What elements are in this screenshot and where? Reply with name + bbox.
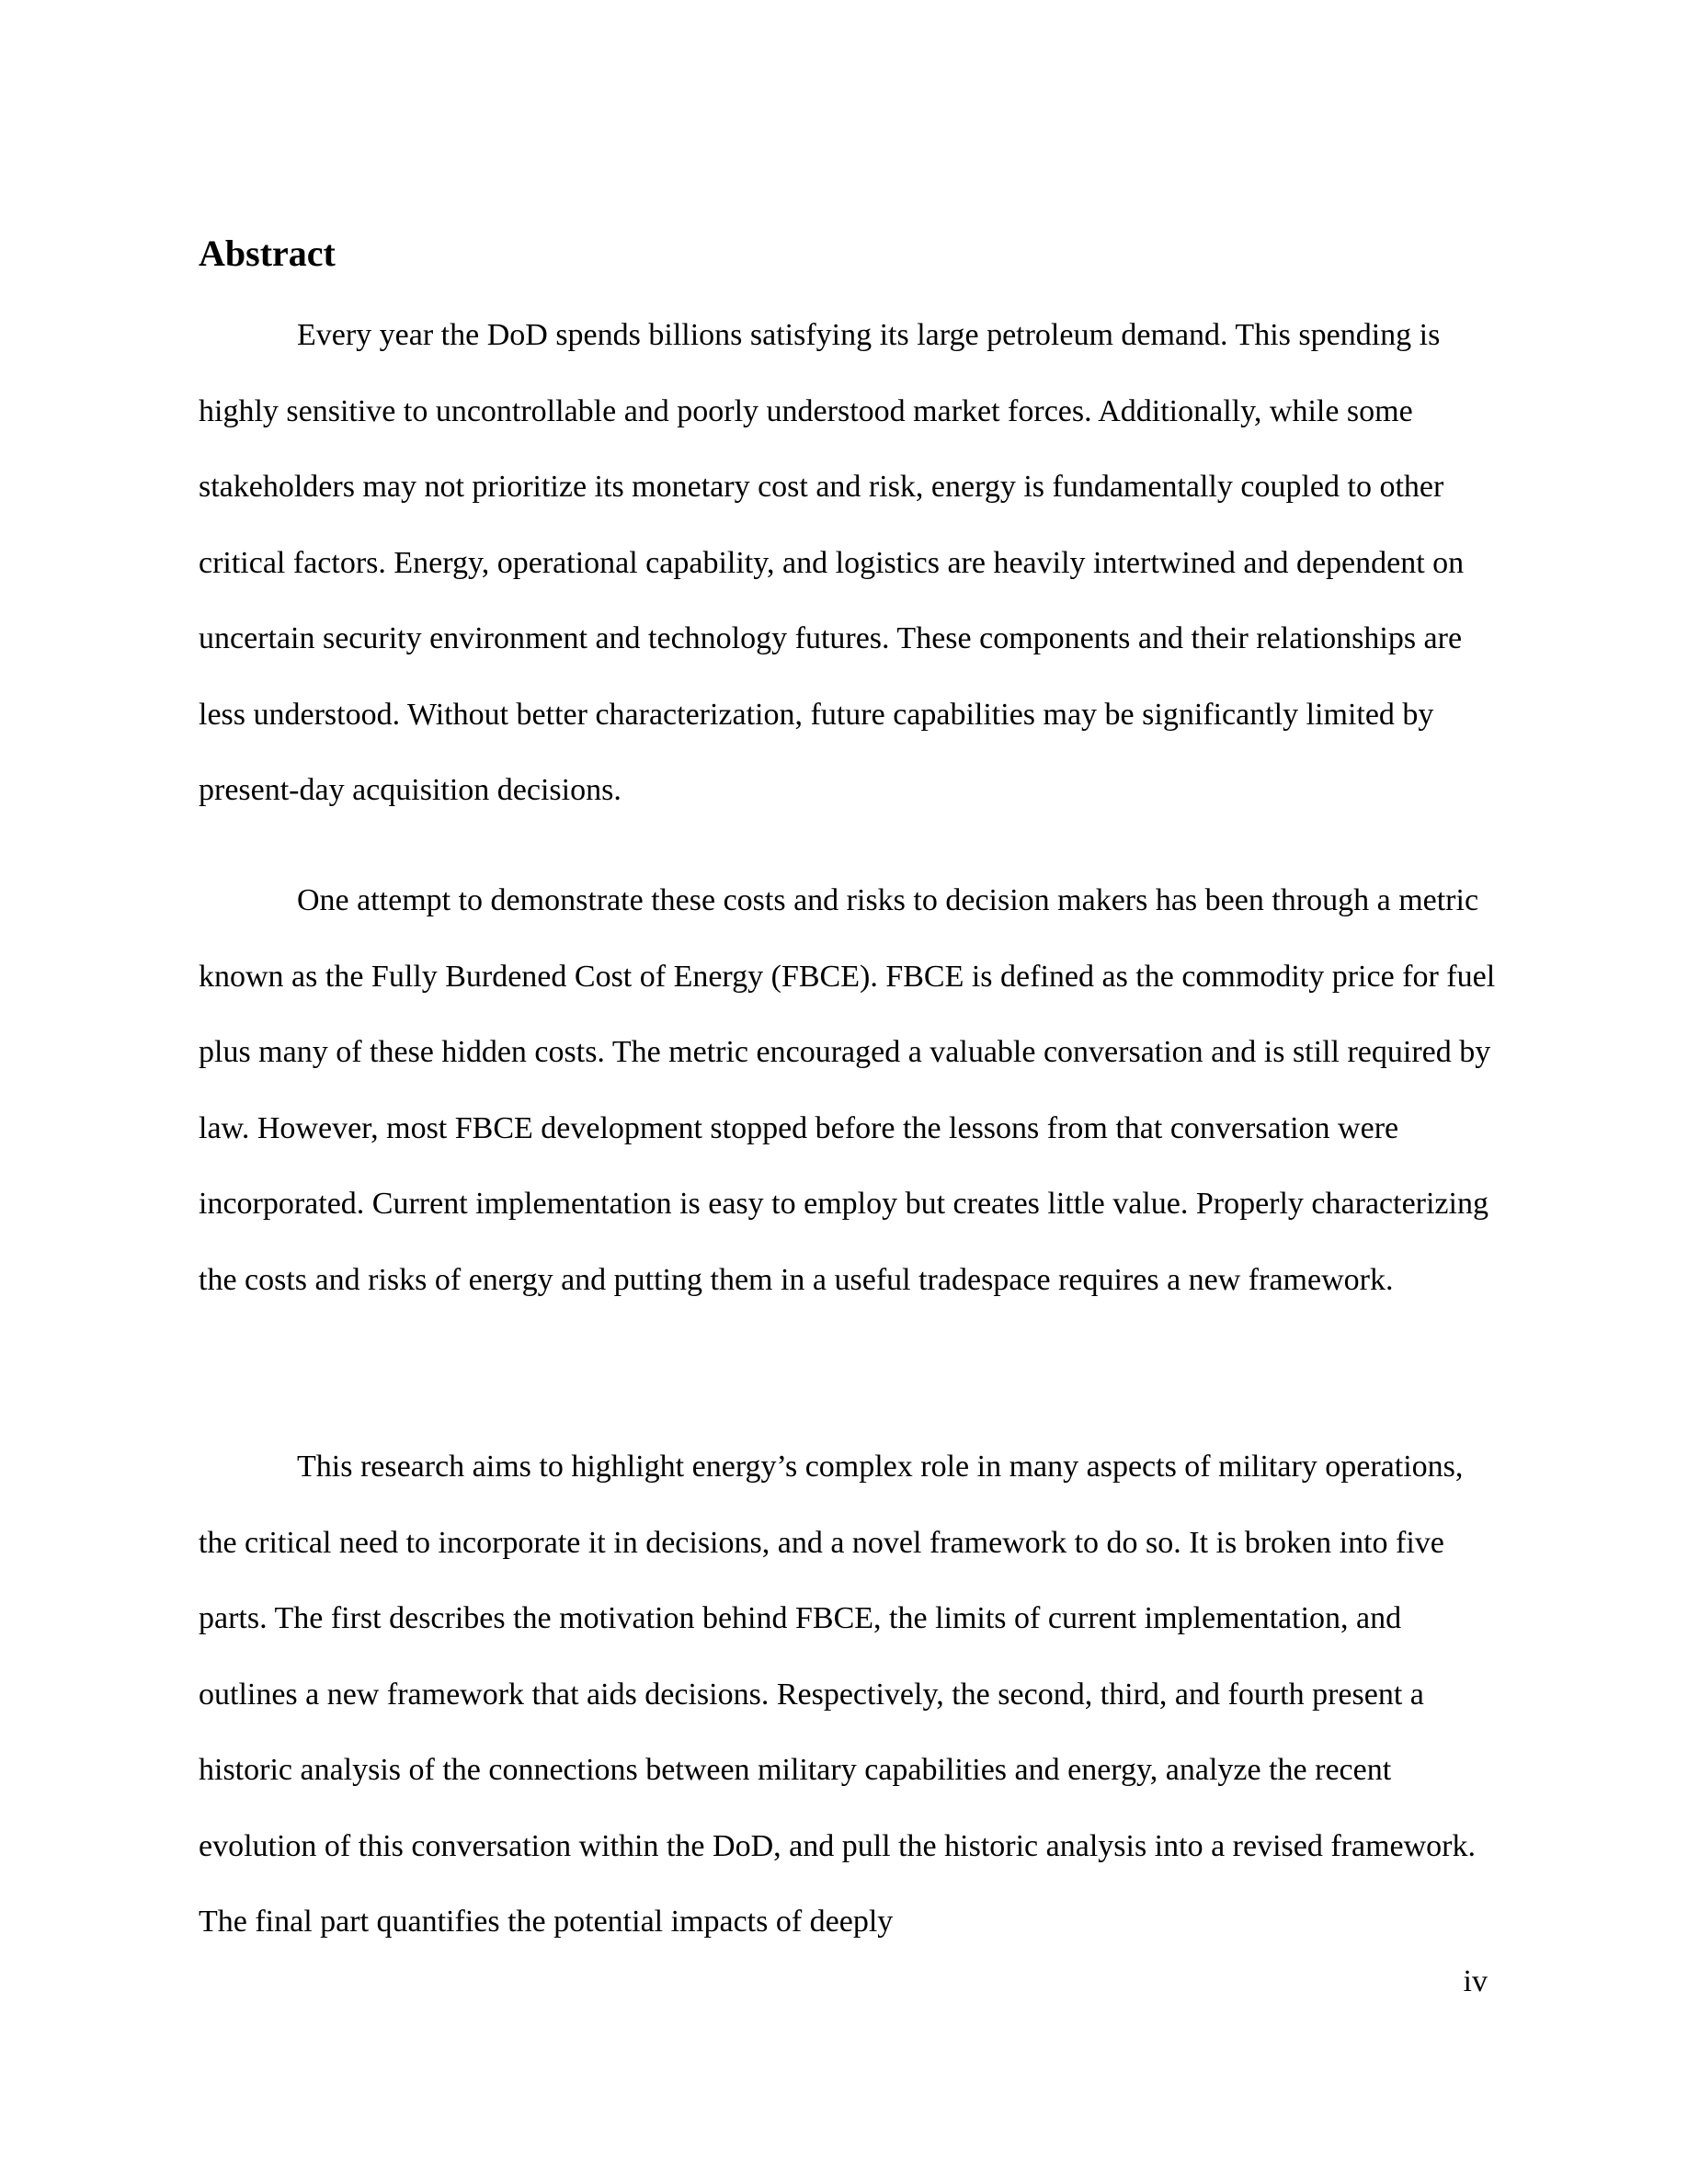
abstract-paragraph-3: This research aims to highlight energy’s complex role in many aspects of military operations, the critical need to incorporate it in decisions, and a novel framework to do so. It is broken into five parts. The first describes the motivation behind FBCE, the limits of current implementation, and outlines a new framework that aids decisions. Respectively, the second, third, and fourth present a historic analysis of the connections between military capabilities and energy, analyze the recent evolution of this conversation within the DoD, and pull the historic analysis into a revised framework. The final part quantifies the potential impacts of deeply bbox=[199, 1450, 1476, 1939]
abstract-paragraph-2: One attempt to demonstrate these costs and risks to decision makers has been through a metric known as the Fully Burdened Cost of Energy (FBCE). FBCE is defined as the commodity price for fuel plus many of these hidden costs. The metric encouraged a valuable conversation and is still required by law. However, most FBCE development stopped before the lessons from that conversation were incorporated. Current implementation is easy to employ but creates little value. Properly characterizing the costs and risks of energy and putting them in a useful tradespace requires a new framework. bbox=[199, 883, 1496, 1297]
section-heading: Abstract bbox=[199, 233, 336, 274]
page-number: iv bbox=[1463, 1964, 1488, 1998]
abstract-paragraph-1: Every year the DoD spends billions satisfying its large petroleum demand. This spending is highly sensitive to uncontrollable and poorly understood market forces. Additionally, while some stakeholders may not prioritize its monetary cost and risk, energy is fundamentally coupled to other critical factors. Energy, operational capability, and logistics are heavily intertwined and dependent on uncertain security environment and technology futures. These components and their relationships are less understood. Without better characterization, future capabilities may be significantly limited by present-day acquisition decisions. bbox=[199, 318, 1465, 807]
